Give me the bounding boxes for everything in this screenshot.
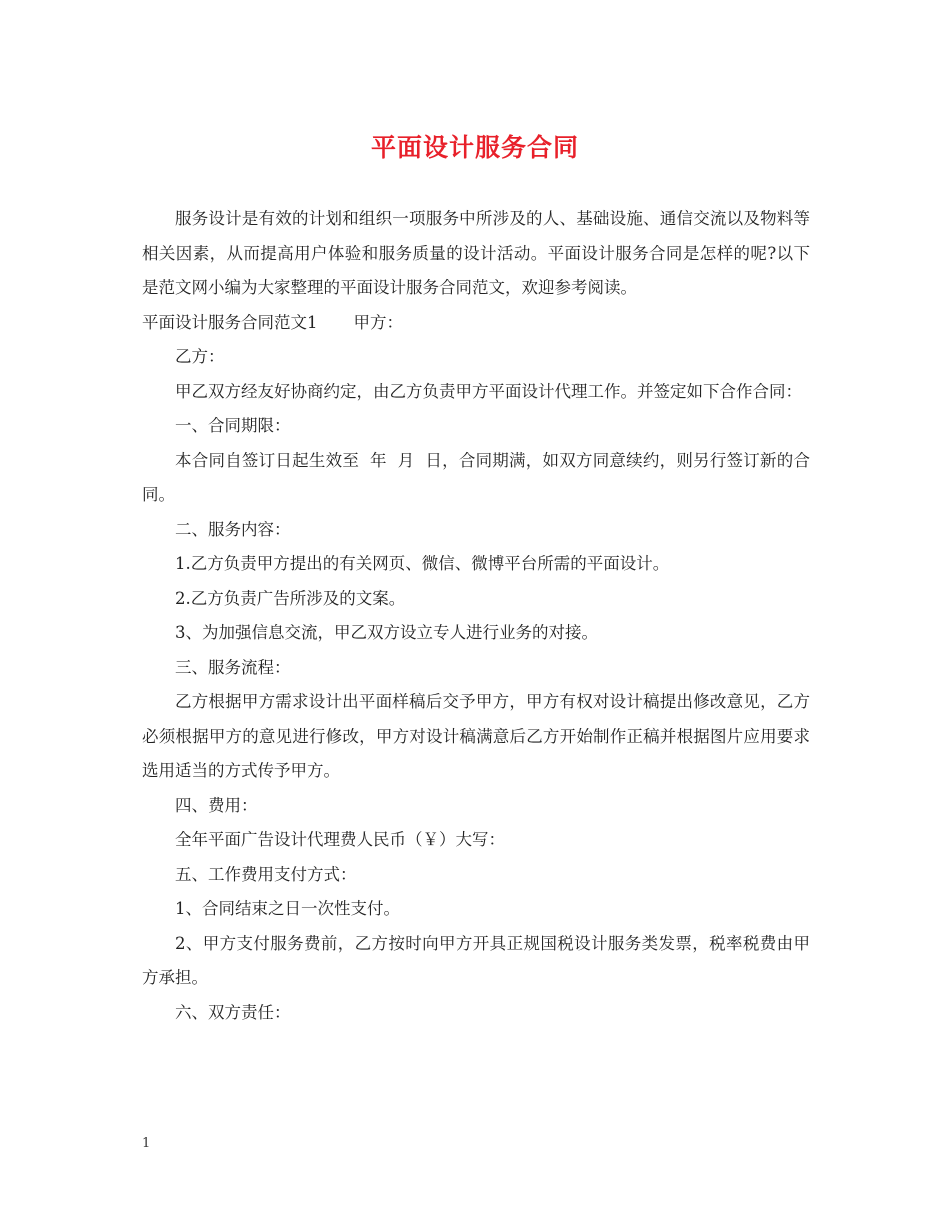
section-2-item-1: 1.乙方负责甲方提出的有关网页、微信、微博平台所需的平面设计。 xyxy=(175,554,670,573)
sample-heading: 平面设计服务合同范文1 xyxy=(142,312,318,332)
agreement-paragraph: 甲乙双方经友好协商约定，由乙方负责甲方平面设计代理工作。并签定如下合作合同： xyxy=(175,381,802,401)
section-6-title: 六、双方责任： xyxy=(175,1002,291,1022)
party-b-label: 乙方： xyxy=(175,347,225,366)
section-4-title: 四、费用： xyxy=(175,795,258,815)
sample-heading-line xyxy=(142,306,810,341)
section-2-title: 二、服务内容： xyxy=(175,519,291,539)
section-1-title: 一、合同期限： xyxy=(175,416,291,435)
section-4-text: 全年平面广告设计代理费人民币（￥）大写： xyxy=(175,830,505,849)
section-2-item-3: 3、为加强信息交流，甲乙双方设立专人进行业务的对接。 xyxy=(175,623,598,642)
document-body xyxy=(142,202,810,1030)
section-3-title: 三、服务流程： xyxy=(175,657,291,677)
section-2-item-2: 2.乙方负责广告所涉及的文案。 xyxy=(175,588,406,608)
section-5-item-2: 2、甲方支付服务费前，乙方按时向甲方开具正规国税设计服务类发票，税率税费由甲方承担。 xyxy=(142,933,810,987)
document-title: 平面设计服务合同 xyxy=(370,133,579,162)
party-a-label: 甲方： xyxy=(353,312,403,332)
section-5-item-1: 1、合同结束之日一次性支付。 xyxy=(175,899,400,918)
page-number: 1 xyxy=(142,1136,151,1151)
section-3-text: 乙方根据甲方需求设计出平面样稿后交予甲方，甲方有权对设计稿提出修改意见，乙方必须根据甲方的意见进行修改，甲方对设计稿满意后乙方开始制作正稿并根据图片应用要求选用适当的方式传予甲方。 xyxy=(142,692,810,780)
intro-paragraph: 服务设计是有效的计划和组织一项服务中所涉及的人、基础设施、通信交流以及物料等相关因素，从而提高用户体验和服务质量的设计活动。平面设计服务合同是怎样的呢?以下是范文网小编为大家整理的平面设计服务合同范文，欢迎参考阅读。 xyxy=(142,209,810,297)
section-1-text: 本合同自签订日起生效至 年 月 日，合同期满，如双方同意续约，则另行签订新的合同。 xyxy=(142,450,810,504)
section-5-title: 五、工作费用支付方式： xyxy=(175,864,357,884)
